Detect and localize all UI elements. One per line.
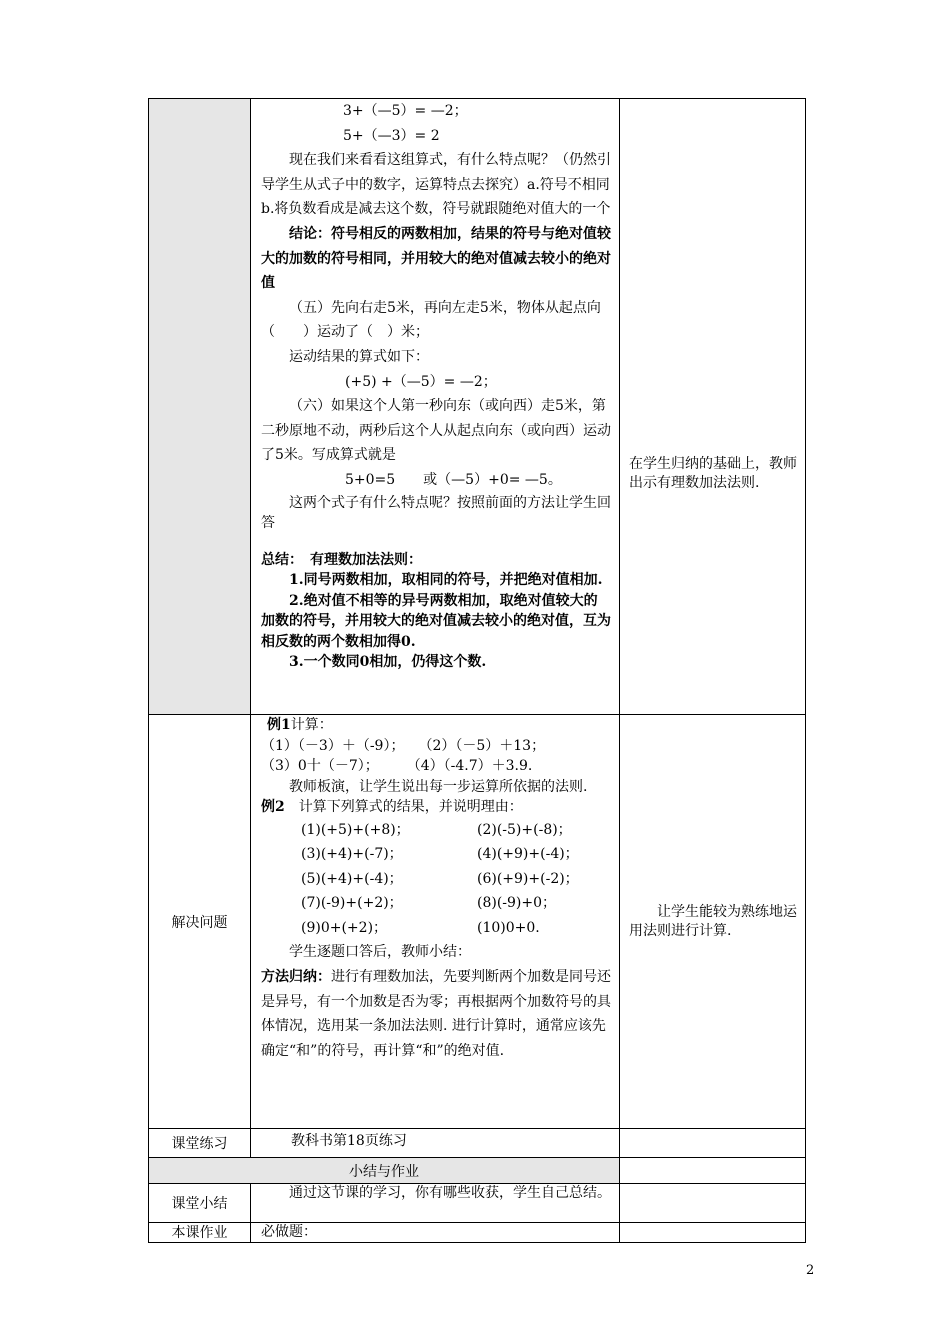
exercise-row xyxy=(261,891,611,916)
example2-title: 例2 xyxy=(261,799,285,815)
exercise-row xyxy=(261,842,611,867)
summary-content-cell xyxy=(251,1184,620,1223)
section-empty-cell xyxy=(620,1158,806,1184)
solve-note-cell xyxy=(620,715,806,1129)
homework-note-cell xyxy=(620,1223,806,1243)
equation-line: (+5) +（—5）= —2； xyxy=(345,373,497,390)
rule-1: 1.同号两数相加，取相同的符号，并把绝对值相加. xyxy=(289,572,603,588)
paragraph: 现在我们来看看这组算式，有什么特点呢？（仍然引导学生从式子中的数字，运算特点去探究）a.符号不相同 b.将负数看成是减去这个数，符号就跟随绝对值大的一个 xyxy=(261,152,611,218)
exercise-item: (2)(-5)+(-8)； xyxy=(477,821,572,838)
solve-label: 解决问题 xyxy=(149,715,251,1129)
page-number: 2 xyxy=(806,1263,815,1278)
table-row-section xyxy=(149,1158,806,1184)
summary-line: 学生逐题口答后，教师小结： xyxy=(289,944,471,961)
paragraph: 运动结果的算式如下： xyxy=(289,348,429,365)
summary-text: 通过这节课的学习，你有哪些收获，学生自己总结。 xyxy=(289,1185,611,1201)
rule-2: 2.绝对值不相等的异号两数相加，取绝对值较大的加数的符号，并用较大的绝对值减去较小的绝对值，互为相反数的两个数相加得0. xyxy=(261,592,611,650)
method-text: 进行有理数加法，先要判断两个加数是同号还是异号，有一个加数是否为零；再根据两个加数符号的具体情况，选用某一条加法法则. 进行计算时，通常应该先确定“和”的符号，再计算“和”的绝对值. xyxy=(261,969,611,1059)
table-row-intro xyxy=(149,99,806,715)
example1-text: 计算： xyxy=(290,717,333,733)
homework-content-cell xyxy=(251,1223,620,1243)
solve-note: 让学生能较为熟练地运用法则进行计算. xyxy=(629,904,797,939)
summary-title: 总结： 有理数加法法则： xyxy=(261,551,422,568)
exercise-item: (6)(+9)+(-2)； xyxy=(477,870,579,887)
practice-text: 教科书第18页练习 xyxy=(291,1133,407,1149)
table-row-summary xyxy=(149,1184,806,1223)
homework-label: 本课作业 xyxy=(149,1223,251,1243)
practice-content-cell xyxy=(251,1129,620,1158)
example1-line: （3）0十（－7）； （4）（-4.7）＋3.9. xyxy=(261,758,533,774)
method-title: 方法归纳： xyxy=(261,969,331,986)
example1-line: （1）（－3）＋（-9）； （2）（－5）＋13； xyxy=(261,737,546,754)
exercise-row xyxy=(261,867,611,892)
exercise-item: (5)(+4)+(-4)； xyxy=(301,870,403,887)
exercise-item: (8)(-9)+0； xyxy=(477,895,557,912)
exercise-item: (9)0+(+2)； xyxy=(301,919,388,936)
exercise-row xyxy=(261,916,611,941)
example2-text: 计算下列算式的结果，并说明理由： xyxy=(298,799,523,815)
paragraph: 这两个式子有什么特点呢？按照前面的方法让学生回答 xyxy=(261,494,611,531)
equation-line: 5+（—3）= 2 xyxy=(343,127,440,144)
equation-line: 5+0=5 或（—5）+0= —5。 xyxy=(345,471,562,488)
practice-note-cell xyxy=(620,1129,806,1158)
exercise-item: (7)(-9)+(+2)； xyxy=(301,895,403,912)
paragraph: （五）先向右走5米，再向左走5米，物体从起点向（ ）运动了（ ）米； xyxy=(261,299,601,341)
conclusion-paragraph: 结论：符号相反的两数相加，结果的符号与绝对值较大的加数的符号相同，并用较大的绝对值减去较小的绝对值 xyxy=(261,225,611,292)
intro-content-cell xyxy=(251,99,620,715)
paragraph: （六）如果这个人第一秒向东（或向西）走5米，第二秒原地不动，两秒后这个人从起点向东（或向西）运动了5米。写成算式就是 xyxy=(261,398,611,464)
rule-3: 3.一个数同0相加，仍得这个数. xyxy=(289,654,487,670)
exercise-row xyxy=(261,818,611,843)
exercise-item: (3)(+4)+(-7)； xyxy=(301,846,403,863)
teacher-text: 教师板演，让学生说出每一步运算所依据的法则. xyxy=(289,778,588,795)
exercise-item: (1)(+5)+(+8)； xyxy=(301,821,410,838)
table-row-solve xyxy=(149,715,806,1129)
intro-note-cell xyxy=(620,99,806,715)
exercise-item: (10)0+0. xyxy=(477,919,540,936)
intro-note: 在学生归纳的基础上，教师出示有理数加法法则. xyxy=(629,456,797,491)
solve-content-cell xyxy=(251,715,620,1129)
summary-note-cell xyxy=(620,1184,806,1223)
equation-line: 3+（—5）= —2； xyxy=(343,103,468,119)
intro-label-cell xyxy=(149,99,251,715)
exercise-item: (4)(+9)+(-4)； xyxy=(477,846,579,863)
section-header: 小结与作业 xyxy=(149,1158,620,1184)
table-row-homework xyxy=(149,1223,806,1243)
example1-title: 例1 xyxy=(267,717,291,733)
practice-label: 课堂练习 xyxy=(149,1129,251,1158)
lesson-plan-table xyxy=(148,98,806,1243)
table-row-practice xyxy=(149,1129,806,1158)
homework-text: 必做题： xyxy=(261,1224,317,1240)
summary-label: 课堂小结 xyxy=(149,1184,251,1223)
